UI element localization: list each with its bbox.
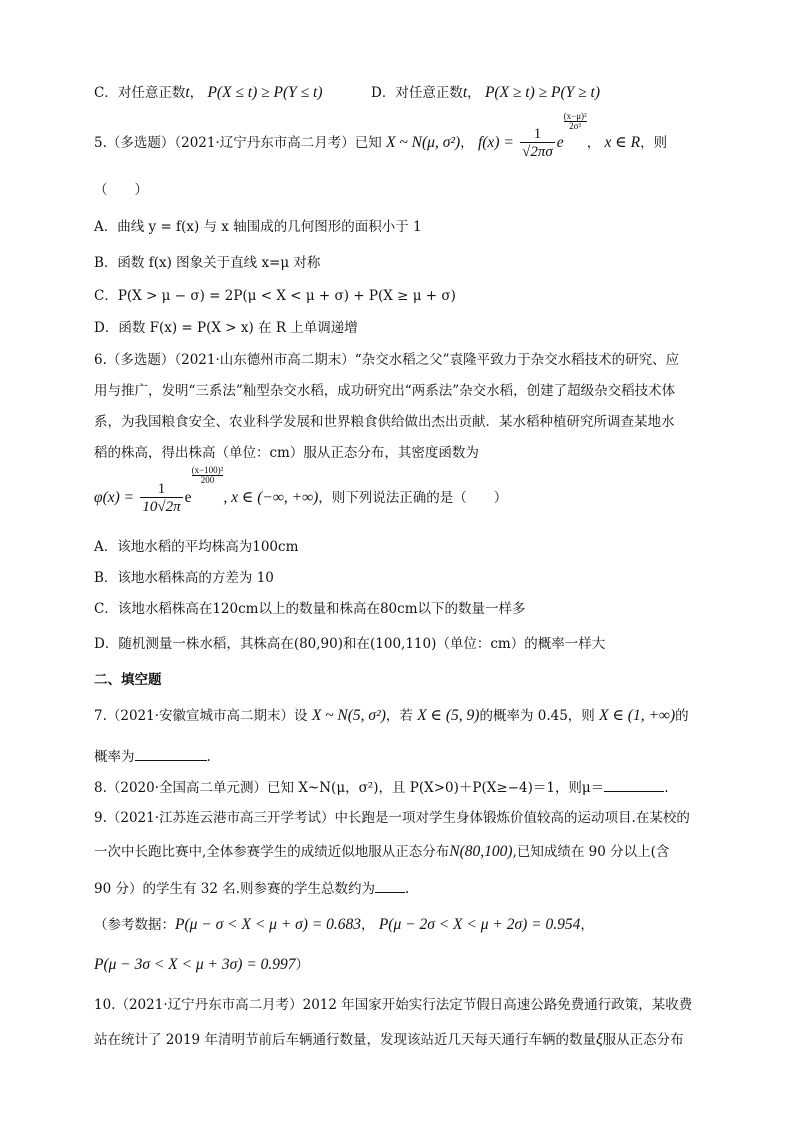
q5-option-c: C．P(X > μ − σ) = 2P(μ < X < μ + σ) + P(X ≥ μ + σ)	[94, 288, 456, 304]
q5-density-fraction: $\frac{1}{√2\pi\sigma}$	[522, 126, 553, 160]
q5-option-a: A．曲线 y = f(x) 与 x 轴围成的几何图形的面积小于 1	[94, 219, 422, 235]
q6-line-3: 系，为我国粮食安全、农业科学发展和世界粮食供给做出杰出贡献．某水稻种植研究所调查某地水	[94, 414, 675, 430]
q6-line-4: 稻的株高，得出株高（单位：cm）服从正态分布，其密度函数为	[94, 445, 479, 461]
q9-reference-1: （参考数据：P(μ − σ < X < μ + σ) = 0.683， P(μ − 2σ < X < μ + 2σ) = 0.954，	[94, 916, 594, 933]
q6-exponent: $\frac{\text{(x−100)²}}{200}$	[191, 465, 224, 485]
q9-answer-blank[interactable]	[375, 878, 405, 893]
q6-option-d: D．随机测量一株水稻，其株高在(80,90)和在(100,110)（单位：cm）的概率一样大	[94, 636, 606, 652]
q9-line-3: 90 分）的学生有 32 名.则参赛的学生总数约为 .	[94, 878, 409, 899]
section-title-fill-in: 二、填空题	[94, 672, 162, 688]
q10-line-2: 站在统计了 2019 年清明节前后车辆通行数量，发现该站近几天每天通行车辆的数量ξ服从正态分布	[94, 1031, 684, 1048]
q8-line: 8.（2020·全国高二单元测）已知 X~N(μ，σ²)，且 P(X>0)＋P(X≥−4)＝1，则μ＝ .	[94, 777, 669, 798]
q7-line-2: 概率为 .	[94, 746, 211, 767]
q5-option-d: D．函数 F(x) = P(X > x) 在 R 上单调递增	[94, 320, 358, 336]
q7-answer-blank[interactable]	[135, 746, 207, 761]
q6-option-c: C．该地水稻株高在120cm以上的数量和株高在80cm以下的数量一样多	[94, 601, 526, 617]
q4-option-d: D．对任意正数t， P(X ≥ t) ≥ P(Y ≥ t)	[371, 84, 600, 101]
q5-stem: 5.（多选题）（2021·辽宁丹东市高二月考）已知 X ~ N(μ, σ²)， f(x) = $\frac{1}{√2\pi\sigma}$ e $\frac{\text{(x−μ)²}}{\text{2σ²}}$ ， x ∈ R，则	[94, 111, 668, 160]
q9-line-1: 9.（2021·江苏连云港市高三开学考试）中长跑是一项对学生身体锻炼价值较高的运动项目.在某校的	[94, 810, 690, 826]
q9-line-2: 一次中长跑比赛中,全体参赛学生的成绩近似地服从正态分布N(80,100),已知成绩在 90 分以上(含	[94, 843, 670, 860]
q6-line-1: 6.（多选题）（2021·山东德州市高二期末）“杂交水稻之父”袁隆平致力于杂交水稻技术的研究、应	[94, 352, 680, 368]
q7-line-1: 7.（2021·安徽宣城市高二期末）设 X ~ N(5, σ²)，若 X ∈ (5, 9)的概率为 0.45，则 X ∈ (1, +∞)的	[94, 707, 689, 724]
q5-paren: （ ）	[94, 182, 148, 198]
q5-exponent: $\frac{\text{(x−μ)²}}{\text{2σ²}}$	[563, 111, 587, 131]
q4-option-c: C．对任意正数t， P(X ≤ t) ≥ P(Y ≤ t)	[94, 84, 323, 101]
q5-option-b: B．函数 f(x) 图象关于直线 x=μ 对称	[94, 255, 321, 271]
q6-option-b: B．该地水稻株高的方差为 10	[94, 570, 274, 586]
q6-density-fraction: $\frac{1}{10√2\pi}$	[142, 481, 181, 515]
q8-answer-blank[interactable]	[604, 777, 664, 792]
q6-density-formula: φ(x) = $\frac{1}{10√2\pi}$ e $\frac{\text{(x−100)²}}{200}$ , x ∈ (−∞, +∞)，则下列说法正确的是（ ）	[94, 465, 508, 515]
q6-option-a: A．该地水稻的平均株高为100cm	[94, 539, 299, 555]
q6-line-2: 用与推广，发明“三系法”籼型杂交水稻，成功研究出“两系法”杂交水稻，创建了超级杂交稻技术体	[94, 383, 676, 399]
q10-line-1: 10.（2021·辽宁丹东市高二月考）2012 年国家开始实行法定节假日高速公路免费通行政策，某收费	[94, 997, 693, 1013]
q9-reference-2: P(μ − 3σ < X < μ + 3σ) = 0.997）	[94, 956, 310, 973]
